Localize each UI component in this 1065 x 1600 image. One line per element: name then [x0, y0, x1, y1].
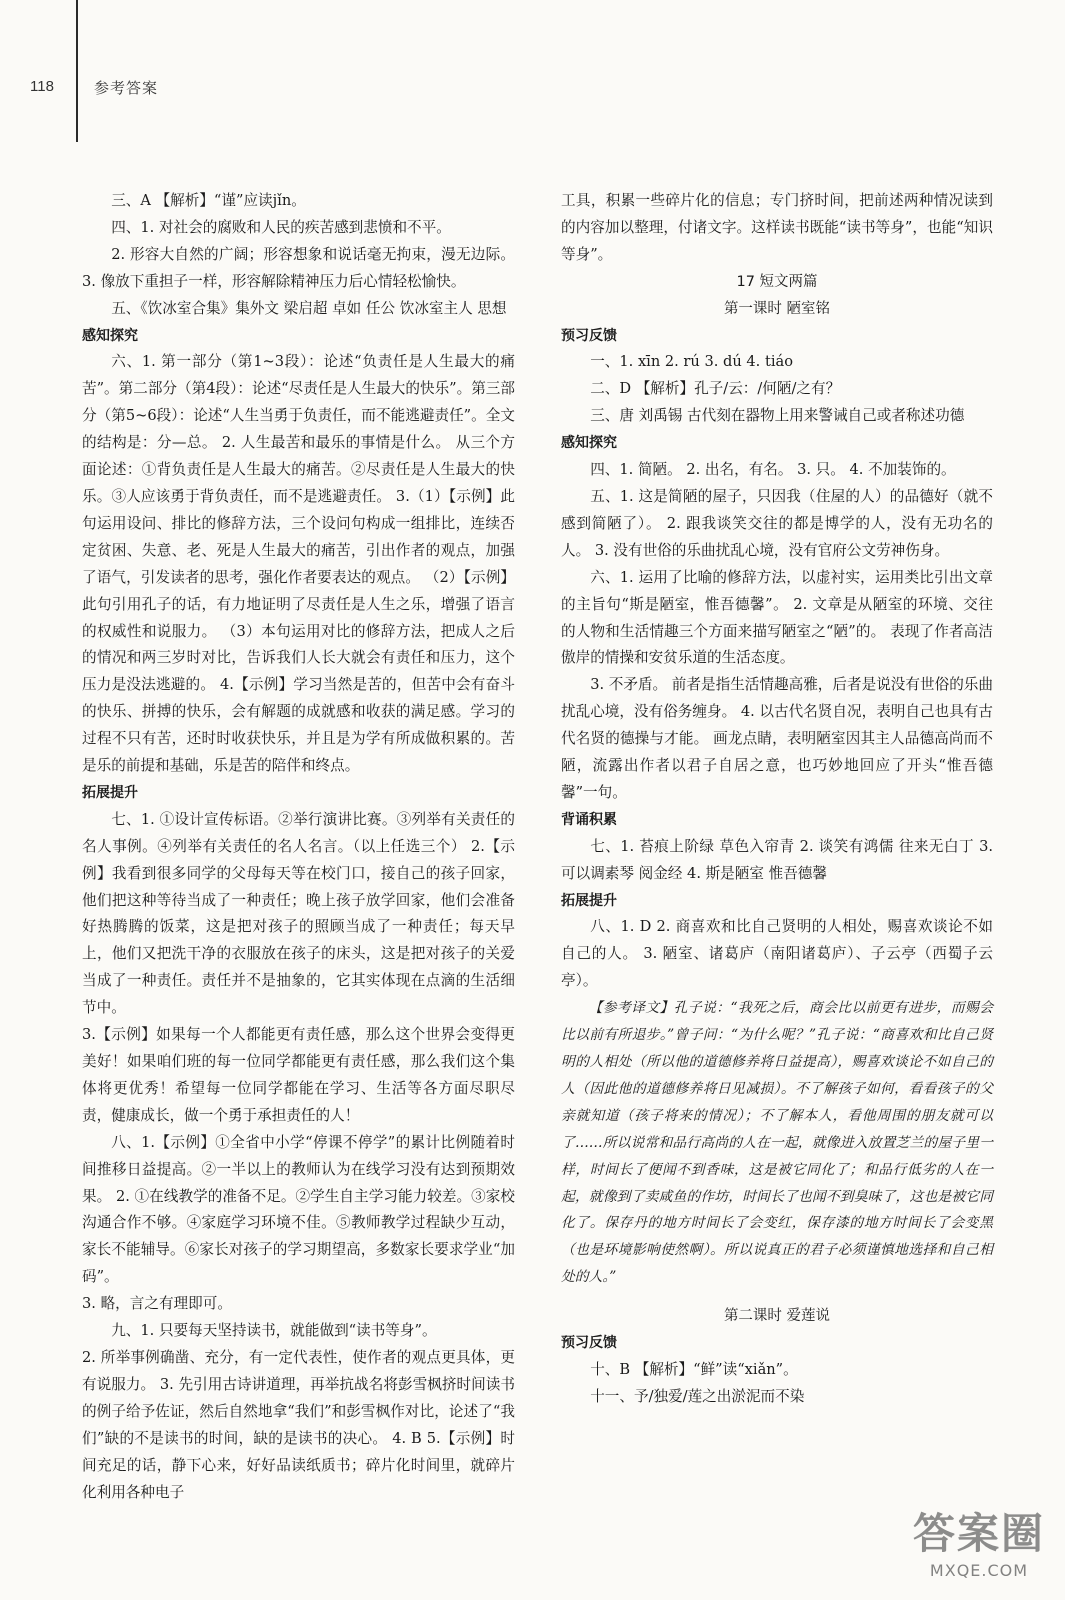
answer-6-cont: 3. 不矛盾。 前者是指生活情趣高雅，后者是说没有世俗的乐曲扰乱心境，没有俗务缠身。 4. 以古代名贤自况，表明自己也具有古代名贤的德操与才能。 画龙点睛，表明陋室因其主人品德高尚而不陋，流露出作者以君子自居之意，也巧妙地回应了开头“惟吾德馨”一句。 [561, 676, 993, 801]
watermark-url: MXQE.COM [929, 1561, 1029, 1580]
answer-4: 四、1. 对社会的腐败和人民的疾苦感到悲愤和不平。 [111, 218, 451, 236]
answer-11: 十一、予/独爱/莲之出淤泥而不染 [590, 1387, 805, 1405]
left-column [82, 188, 515, 1506]
section-heading: 感知探究 [82, 327, 138, 344]
answer-3: 三、唐 刘禹锡 古代刻在器物上用来警诫自己或者称述功德 [590, 407, 965, 425]
answer-6: 六、1. 运用了比喻的修辞方法，以虚衬实，运用类比引出文章的主旨句“斯是陋室，惟吾德馨”。 2. 文章是从陋室的环境、交往的人物和生活情趣三个方面来描写陋室之“陋”的。 表现了作者高洁傲岸的情操和安贫乐道的生活态度。 [561, 568, 993, 667]
lesson-subtitle: 第一课时 陋室铭 [723, 300, 831, 317]
answer-9-end: 工具，积累一些碎片化的信息；专门挤时间，把前述两种情况读到的内容加以整理，付诸文字。这样读书既能“读书等身”，也能“知识等身”。 [561, 192, 993, 263]
answer-5: 五、《饮冰室合集》集外文 梁启超 卓如 任公 饮冰室主人 思想 [111, 299, 507, 317]
answer-2: 二、D 【解析】孔子/云：/何陋/之有？ [590, 380, 841, 398]
answer-9-cont: 2. 所举事例确凿、充分，有一定代表性，使作者的观点更具体，更有说服力。 3. 先引用古诗讲道理，再举抗战名将彭雪枫挤时间读书的例子给予佐证，然后自然地拿“我们”和彭雪枫作对比，论述了“我们”缺的不是读书的时间，缺的是读书的决心。 4. B 5.【示例】时间充足的话，静下心来，好好品读纸质书；碎片化时间里，就碎片化利用各种电子 [82, 1348, 515, 1501]
answer-7-3: 3.【示例】如果每一个人都能更有责任感，那么这个世界会变得更美好！如果咱们班的每一位同学都能更有责任感，那么我们这个集体将更优秀！希望每一位同学都能在学习、生活等各方面尽职尽责，健康成长，做一个勇于承担责任的人！ [82, 1026, 515, 1124]
right-column [561, 188, 993, 1411]
answer-1: 一、1. xīn 2. rú 3. dú 4. tiáo [590, 353, 793, 371]
section-heading: 预习反馈 [561, 327, 617, 344]
section-heading: 拓展提升 [82, 784, 138, 801]
answer-9: 九、1. 只要每天坚持读书，就能做到“读书等身”。 [111, 1322, 437, 1340]
section-heading: 预习反馈 [561, 1335, 617, 1352]
answer-6: 六、1. 第一部分（第1~3段）：论述“负责任是人生最大的痛苦”。第二部分（第4段）：论述“尽责任是人生最大的快乐”。第三部分（第5~6段）：论述“人生当勇于负责任，而不能逃避责任”。全文的结构是：分—总。 2. 人生最苦和最乐的事情是什么。 从三个方面论述：①背负责任是人生最大的痛苦。②尽责任是人生最大的快乐。③人应该勇于背负责任，而不是逃避责任。 3.（1）【示例】此句运用设问、排比的修辞方法，三个设问句构成一组排比，连续否定贫困、失意、老、死是人生最大的痛苦，引出作者的观点，加强了语气，引发读者的思考，强化作者要表达的观点。 （2）【示例】此句引用孔子的话，有力地证明了尽责任是人生之乐，增强了语言的权威性和说服力。 （3）本句运用对比的修辞方法，把成人之后的情况和两三岁时对比，告诉我们人长大就会有责任和压力，这个压力是没法逃避的。 4.【示例】学习当然是苦的，但苦中会有奋斗的快乐、拼搏的快乐，会有解题的成就感和收获的满足感。学习的过程不只有苦，还时时收获快乐，并且是为学有所成做积累的。苦是乐的前提和基础，乐是苦的陪伴和终点。 [82, 353, 515, 775]
answer-5: 五、1. 这是简陋的屋子，只因我（住屋的人）的品德好（就不感到简陋了）。 2. 跟我谈笑交往的都是博学的人，没有无功名的人。 3. 没有世俗的乐曲扰乱心境，没有官府公文劳神伤身。 [561, 487, 993, 559]
answer-4: 四、1. 简陋。 2. 出名，有名。 3. 只。 4. 不加装饰的。 [590, 461, 956, 479]
answer-3: 三、A 【解析】“谨”应读jǐn。 [111, 192, 306, 209]
answer-10: 十、B 【解析】“鲜”读“xiǎn”。 [590, 1360, 798, 1378]
section-heading: 感知探究 [561, 435, 617, 452]
answer-8: 八、1. D 2. 商喜欢和比自己贤明的人相处，赐喜欢谈论不如自己的人。 3. 陋室、诸葛庐（南阳诸葛庐）、子云亭（西蜀子云亭）。 [561, 918, 993, 990]
section-heading: 拓展提升 [561, 892, 617, 909]
lesson-title: 17 短文两篇 [736, 273, 818, 290]
running-header: 参考答案 [94, 79, 159, 97]
answer-8: 八、1.【示例】①全省中小学“停课不停学”的累计比例随着时间推移日益提高。②一半以上的教师认为在线学习没有达到预期效果。 2. ①在线教学的准备不足。②学生自主学习能力较差。③家校沟通合作不够。④家庭学习环境不佳。⑤教师教学过程缺少互动，家长不能辅导。⑥家长对孩子的学习期望高，多数家长要求学业“加码”。 [82, 1133, 515, 1286]
watermark-logo: 答案圈 [912, 1509, 1045, 1558]
page-number: 118 [30, 78, 54, 95]
watermark [913, 1501, 1045, 1580]
lesson-subtitle: 第二课时 爱莲说 [723, 1308, 831, 1325]
margin-rule [76, 0, 78, 142]
answer-4-cont: 2. 形容大自然的广阔；形容想象和说话毫无拘束，漫无边际。 3. 像放下重担子一样，形容解除精神压力后心情轻松愉快。 [82, 245, 515, 290]
answer-8-3: 3. 略，言之有理即可。 [82, 1295, 232, 1313]
section-heading: 背诵积累 [561, 811, 617, 828]
answer-7: 七、1. ①设计宣传标语。②举行演讲比赛。③列举有关责任的名人事例。④列举有关责任的名人名言。（以上任选三个） 2.【示例】我看到很多同学的父母每天等在校门口，接自己的孩子回家，他们把这种等待当成了一种责任；晚上孩子放学回家，他们会准备好热腾腾的饭菜，这是把对孩子的照顾当成了一种责任；每天早上，他们又把洗干净的衣服放在孩子的床头，这是把对孩子的关爱当成了一种责任。责任并不是抽象的，它其实体现在点滴的生活细节中。 [82, 810, 515, 1017]
reference-translation: 【参考译文】孔子说：“我死之后，商会比以前更有进步，而赐会比以前有所退步。”曾子问：“为什么呢？”孔子说：“商喜欢和比自己贤明的人相处（所以他的道德修养将日益提高），赐喜欢谈论不如自己的人（因此他的道德修养将日见减损）。不了解孩子如何，看看孩子的父亲就知道（孩子将来的情况）；不了解本人，看他周围的朋友就可以了……所以说常和品行高尚的人在一起，就像进入放置芝兰的屋子里一样，时间长了便闻不到香味，这是被它同化了；和品行低劣的人在一起，就像到了卖咸鱼的作坊，时间长了也闻不到臭味了，这也是被它同化了。保存丹的地方时间长了会变红，保存漆的地方时间长了会变黑（也是环境影响使然啊）。所以说真正的君子必须谨慎地选择和自己相处的人。” [561, 1000, 993, 1286]
answer-7: 七、1. 苔痕上阶绿 草色入帘青 2. 谈笑有鸿儒 往来无白丁 3. 可以调素琴 阅金经 4. 斯是陋室 惟吾德馨 [561, 837, 993, 882]
